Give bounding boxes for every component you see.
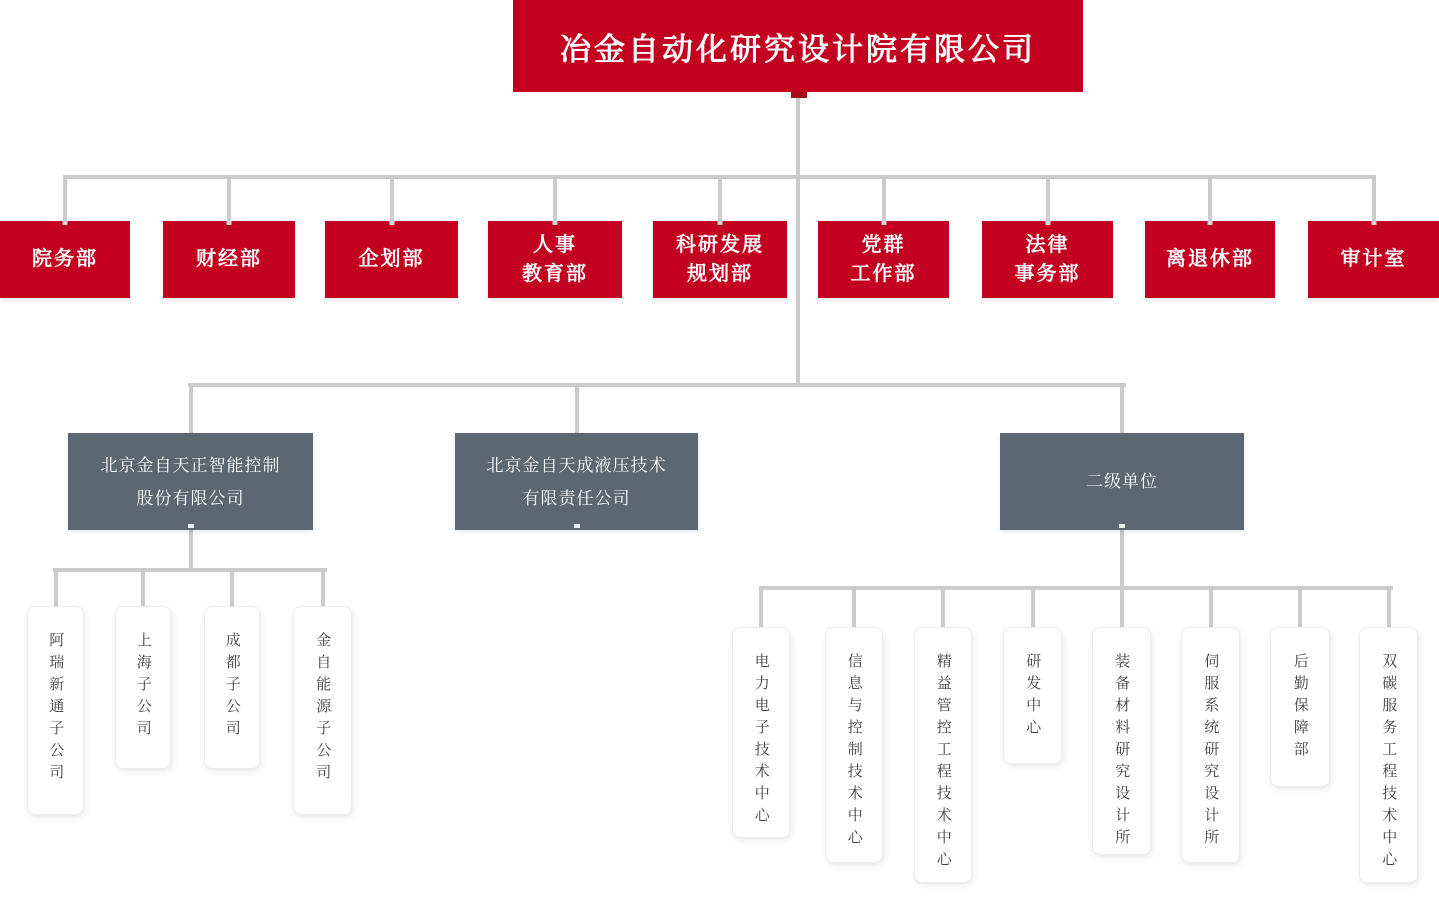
connector-line (1120, 586, 1124, 632)
connector-tick (389, 221, 394, 225)
unit-node-label: 信息与控制技术中心 (845, 653, 863, 851)
unit-node-label: 后勤保障部 (1291, 653, 1309, 763)
connector-line (188, 383, 1126, 387)
company-label: 北京金自天正智能控制 (100, 455, 281, 475)
connector-line (189, 530, 193, 570)
connector-line (1046, 175, 1050, 225)
connector-line (1120, 530, 1124, 590)
company-node (455, 433, 698, 530)
subsidiary-node-label: 金自能源子公司 (314, 632, 332, 786)
subsidiary-node-label: 上海子公司 (134, 632, 152, 742)
department-label: 工作部 (850, 262, 917, 285)
connector-line (941, 586, 945, 632)
subsidiary-node (293, 606, 352, 815)
connector-line (390, 175, 394, 225)
unit-node (732, 627, 790, 838)
connector-line (575, 383, 579, 436)
connector-line (321, 568, 325, 610)
connector-tick (718, 221, 723, 225)
connector-line (1209, 586, 1213, 632)
unit-node (825, 627, 883, 863)
department-label: 审计室 (1340, 248, 1407, 270)
connector-tick (1208, 221, 1213, 225)
unit-node (1003, 627, 1062, 764)
unit-node-label: 研发中心 (1024, 653, 1042, 741)
connector-nub (1119, 524, 1125, 528)
department-label: 科研发展 (676, 233, 764, 256)
connector-line (1120, 383, 1124, 436)
connector-nub (574, 524, 580, 528)
unit-node-label: 伺服系统研究设计所 (1202, 653, 1220, 851)
department-node (1145, 221, 1275, 298)
connector-tick (881, 221, 886, 225)
connector-line (63, 175, 67, 225)
connector-line (1298, 586, 1302, 632)
department-label: 财经部 (196, 248, 262, 270)
department-label: 离退休部 (1166, 248, 1254, 270)
connector-line (189, 383, 193, 436)
connector-line (1387, 586, 1391, 632)
department-label: 企划部 (358, 248, 425, 270)
department-node (653, 221, 787, 298)
unit-node-label: 装备材料研究设计所 (1113, 653, 1131, 851)
root-node-label: 冶金自动化研究设计院有限公司 (560, 31, 1036, 67)
connector-line (852, 586, 856, 632)
unit-node (1359, 627, 1418, 883)
company-label: 二级单位 (1086, 472, 1158, 491)
subsidiary-node-label: 阿瑞新通子公司 (47, 632, 65, 786)
connector-tick (63, 221, 68, 225)
subsidiary-node (204, 606, 260, 769)
company-label: 股份有限公司 (136, 488, 245, 508)
root-connector-nub (791, 92, 807, 98)
department-node (0, 221, 130, 298)
department-node (325, 221, 458, 298)
department-label: 教育部 (522, 262, 588, 285)
connector-line (1372, 175, 1376, 225)
connector-line (882, 175, 886, 225)
connector-line (759, 586, 763, 632)
connector-line (796, 92, 800, 386)
connector-line (1031, 586, 1035, 632)
unit-node (914, 627, 972, 883)
connector-line (553, 175, 557, 225)
root-node (513, 0, 1083, 92)
connector-tick (553, 221, 558, 225)
unit-node-label: 双碳服务工程技术中心 (1380, 653, 1398, 873)
connector-line (718, 175, 722, 225)
unit-node-label: 精益管控工程技术中心 (934, 653, 952, 873)
company-label: 有限责任公司 (522, 488, 631, 508)
connector-line (1208, 175, 1212, 225)
department-label: 院务部 (32, 248, 98, 270)
department-label: 党群 (861, 233, 906, 256)
department-node (982, 221, 1113, 298)
unit-node (1270, 627, 1330, 787)
department-label: 人事 (533, 233, 577, 256)
subsidiary-node (27, 606, 84, 815)
department-label: 法律 (1025, 233, 1070, 256)
subsidiary-node-label: 成都子公司 (223, 632, 241, 742)
connector-tick (1045, 221, 1050, 225)
company-node (68, 433, 313, 530)
unit-node (1092, 627, 1151, 855)
unit-node (1181, 627, 1240, 863)
department-node (488, 221, 622, 298)
secondary-units-node (1000, 433, 1244, 530)
connector-line (141, 568, 145, 610)
unit-node-label: 电力电子技术中心 (752, 653, 770, 829)
connector-line (54, 568, 58, 610)
company-label: 北京金自天成液压技术 (486, 455, 667, 475)
connector-nub (188, 524, 194, 528)
department-label: 规划部 (687, 262, 753, 285)
department-label: 事务部 (1014, 262, 1081, 285)
subsidiary-node (115, 606, 171, 769)
department-node (818, 221, 949, 298)
connector-line (53, 568, 327, 572)
department-node (1308, 221, 1439, 298)
connector-tick (1371, 221, 1376, 225)
connector-line (227, 175, 231, 225)
connector-tick (227, 221, 232, 225)
department-node (163, 221, 295, 298)
connector-line (230, 568, 234, 610)
